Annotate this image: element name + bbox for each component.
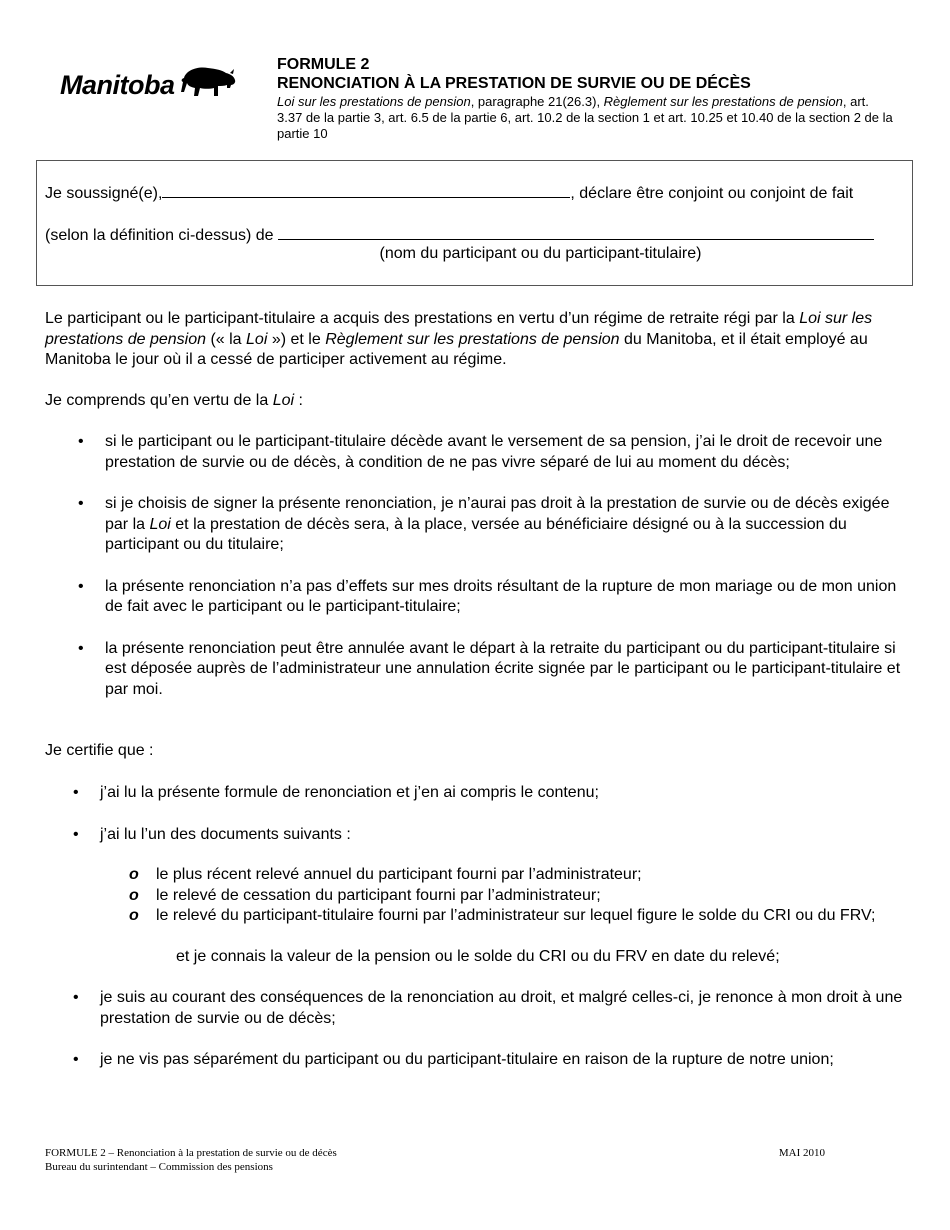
footer-form-name: FORMULE 2 – Renonciation à la prestation de survie ou de décès — [45, 1147, 337, 1159]
sub-list-item: o le relevé de cessation du participant fourni par l’administrateur; — [45, 886, 905, 907]
ref-act: Loi sur les prestations de pension — [277, 94, 471, 109]
bullet-icon: • — [73, 784, 79, 801]
circle-bullet-icon: o — [129, 866, 139, 883]
list-item: • je suis au courant des conséquences de la renonciation au droit, et malgré celles-ci, je renonce à mon droit à une prestation de survie ou de décès; — [73, 989, 903, 1027]
bullet-icon: • — [78, 639, 84, 657]
form-header — [277, 55, 897, 142]
sub-list-item: o le plus récent relevé annuel du participant fourni par l’administrateur; — [45, 865, 905, 886]
page-footer — [45, 1146, 825, 1174]
sub-list-item: o le relevé du participant-titulaire fourni par l’administrateur sur lequel figure le solde du CRI ou du FRV; — [45, 906, 905, 927]
footer-office: Bureau du surintendant – Commission des pensions — [45, 1161, 273, 1173]
ref-para: , paragraphe 21(26.3), — [470, 94, 604, 109]
understand-heading: Je comprends qu’en vertu de la Loi : — [45, 392, 303, 409]
list-item: • j’ai lu la présente formule de renonciation et j’en ai compris le contenu; — [45, 783, 905, 804]
understand-list — [45, 432, 905, 721]
bullet-icon: • — [73, 989, 79, 1006]
bullet-icon: • — [78, 433, 84, 450]
list-item: • la présente renonciation peut être annulée avant le départ à la retraite du participant ou du participant-titulaire si est déposée auprès de l’administrateur une annulation écrite signée par le participant ou le participant-titulaire et par moi. — [78, 639, 901, 698]
ref-reg: Règlement sur les prestations de pension — [603, 94, 843, 109]
bullet-icon: • — [78, 577, 84, 595]
form-number: FORMULE 2 — [277, 56, 370, 73]
bison-icon — [178, 64, 238, 102]
ref-rest: , art. 3.37 de la partie 3, art. 6.5 de la partie 6, art. 10.2 de la section 1 et art. 10.25 et 10.40 de la section 2 de la partie 10 — [277, 94, 893, 141]
value-knowledge-statement: et je connais la valeur de la pension ou le solde du CRI ou du FRV en date du relevé; — [176, 947, 780, 965]
bullet-icon: • — [73, 825, 79, 843]
list-item: • je ne vis pas séparément du participant ou du participant-titulaire en raison de la rupture de notre union; — [45, 1050, 905, 1071]
declarant-name-field[interactable] — [162, 183, 570, 198]
declaration-line-1 — [45, 183, 853, 203]
list-item: • la présente renonciation n’a pas d’effets sur mes droits résultant de la rupture de mon mariage ou de mon union de fait avec le participant ou le participant-titulaire; — [78, 577, 897, 615]
legal-references — [277, 94, 897, 142]
participant-label: (selon la définition ci-dessus) de — [45, 227, 274, 244]
certify-heading: Je certifie que : — [45, 742, 154, 759]
bullet-icon: • — [78, 495, 84, 512]
certify-list — [45, 783, 905, 1092]
footer-date: MAI 2010 — [778, 1147, 825, 1159]
logo-wordmark: Manitoba — [60, 70, 175, 100]
list-item: • si le participant ou le participant-titulaire décède avant le versement de sa pension, j’ai le droit de recevoir une prestation de survie ou de décès, à condition de ne pas vivre séparé de lui au moment du décès; — [78, 433, 883, 471]
form-title: RENONCIATION À LA PRESTATION DE SURVIE OU DE DÉCÈS — [277, 75, 751, 92]
declaration-statement: , déclare être conjoint ou conjoint de fait — [570, 185, 854, 202]
participant-field-caption: (nom du participant ou du participant-titulaire) — [379, 245, 702, 262]
participant-name-field[interactable] — [278, 225, 874, 240]
list-item: • si je choisis de signer la présente renonciation, je n’aurai pas droit à la prestation de survie ou de décès exigée par la Loi et la prestation de décès sera, à la place, versée au bénéficiaire désigné ou à la succession du participant ou du titulaire; — [78, 495, 890, 553]
declaration-box — [36, 160, 913, 286]
declarant-label: Je soussigné(e), — [45, 185, 163, 202]
intro-paragraph: Le participant ou le participant-titulaire a acquis des prestations en vertu d’un régime de retraite régi par la Loi sur les prestations de pension (« la Loi ») et le Règlement sur les prestations de pension du Manitoba, et il était employé au Manitoba le jour où il a cessé de participer activement au régime. — [45, 310, 873, 368]
list-item: • j’ai lu l’un des documents suivants : — [45, 825, 905, 846]
manitoba-logo — [60, 64, 240, 106]
circle-bullet-icon: o — [129, 886, 139, 904]
circle-bullet-icon: o — [129, 907, 139, 924]
declaration-line-2 — [45, 225, 874, 245]
bullet-icon: • — [73, 1051, 79, 1068]
